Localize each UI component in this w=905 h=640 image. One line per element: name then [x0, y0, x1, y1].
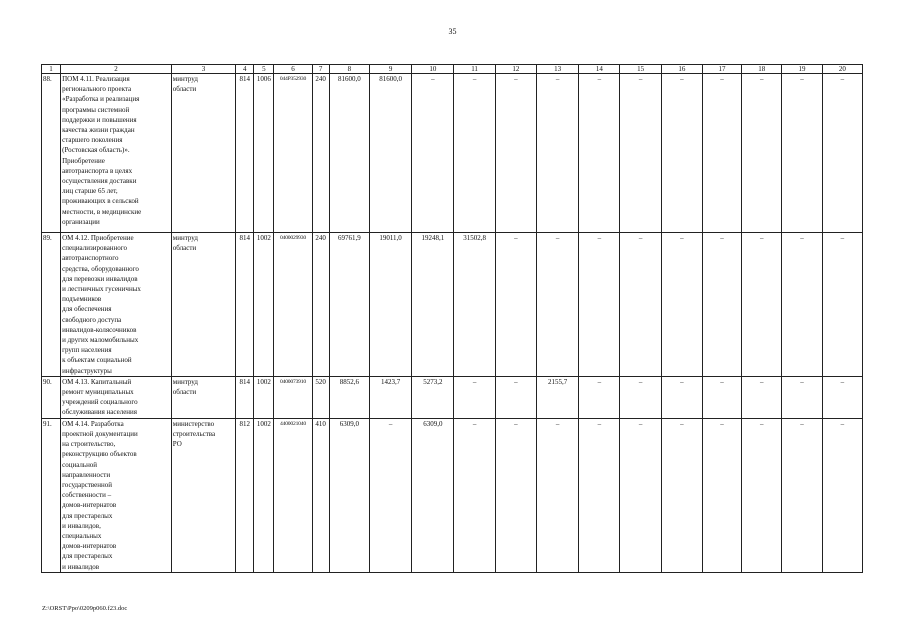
- year-amount: –: [661, 233, 702, 377]
- header-cell: 7: [312, 65, 329, 74]
- year-amount: –: [454, 376, 495, 418]
- year-amount: –: [495, 376, 536, 418]
- year-amount: 5273,2: [412, 376, 454, 418]
- executor: минтруд области: [171, 376, 235, 418]
- year-amount: –: [495, 74, 536, 233]
- year-amount: –: [742, 74, 782, 233]
- year-amount: –: [742, 376, 782, 418]
- total-amount: 8852,6: [329, 376, 369, 418]
- header-cell: 16: [661, 65, 702, 74]
- total-amount: 6309,0: [329, 418, 369, 572]
- executor: минтруд области: [171, 74, 235, 233]
- grbs-code: 814: [236, 74, 254, 233]
- year-amount: 81600,0: [369, 74, 411, 233]
- year-amount: –: [579, 233, 620, 377]
- table-row: [42, 74, 863, 233]
- table-row: [42, 418, 863, 572]
- year-amount: –: [782, 233, 822, 377]
- row-number: 89.: [42, 233, 61, 377]
- total-amount: 81600,0: [329, 74, 369, 233]
- year-amount: –: [620, 74, 661, 233]
- year-amount: –: [742, 418, 782, 572]
- year-amount: –: [495, 418, 536, 572]
- section-code: 1002: [254, 233, 274, 377]
- target-code: 044P352930: [274, 74, 312, 233]
- header-cell: 8: [329, 65, 369, 74]
- year-amount: –: [661, 418, 702, 572]
- year-amount: –: [412, 74, 454, 233]
- grbs-code: 814: [236, 233, 254, 377]
- year-amount: 31502,8: [454, 233, 495, 377]
- budget-table: [41, 64, 863, 573]
- header-cell: 4: [236, 65, 254, 74]
- section-code: 1002: [254, 376, 274, 418]
- year-amount: –: [620, 233, 661, 377]
- row-number: 90.: [42, 376, 61, 418]
- section-code: 1002: [254, 418, 274, 572]
- year-amount: –: [822, 233, 862, 377]
- year-amount: 19011,0: [369, 233, 411, 377]
- target-code: 0400029930: [274, 233, 312, 377]
- year-amount: –: [661, 376, 702, 418]
- year-amount: –: [782, 376, 822, 418]
- table-row: [42, 233, 863, 377]
- executor: минтруд области: [171, 233, 235, 377]
- year-amount: –: [579, 418, 620, 572]
- target-code: 4400021040: [274, 418, 312, 572]
- year-amount: –: [702, 74, 741, 233]
- year-amount: –: [495, 233, 536, 377]
- year-amount: 2155,7: [536, 376, 578, 418]
- year-amount: 19248,1: [412, 233, 454, 377]
- expense-type: 240: [312, 74, 329, 233]
- executor: министерство строительства РО: [171, 418, 235, 572]
- year-amount: –: [822, 376, 862, 418]
- year-amount: –: [822, 418, 862, 572]
- year-amount: 1423,7: [369, 376, 411, 418]
- header-cell: 1: [42, 65, 61, 74]
- header-cell: 5: [254, 65, 274, 74]
- year-amount: –: [702, 418, 741, 572]
- year-amount: 6309,0: [412, 418, 454, 572]
- expense-type: 240: [312, 233, 329, 377]
- year-amount: –: [782, 418, 822, 572]
- year-amount: –: [742, 233, 782, 377]
- header-cell: 9: [369, 65, 411, 74]
- header-cell: 13: [536, 65, 578, 74]
- table-row: [42, 376, 863, 418]
- header-cell: 10: [412, 65, 454, 74]
- year-amount: –: [536, 418, 578, 572]
- header-cell: 20: [822, 65, 862, 74]
- header-cell: 15: [620, 65, 661, 74]
- header-cell: 2: [61, 65, 172, 74]
- year-amount: –: [822, 74, 862, 233]
- row-number: 91.: [42, 418, 61, 572]
- header-cell: 12: [495, 65, 536, 74]
- measure-name: ОМ 4.12. Приобретение специализированного автотранспортного средства, оборудованного для перевозки инвалидов и лестничных гусеничных подъемников для обеспечения свободного доступа инвалидов-колясочников и других маломобильных групп населения к объектам социальной инфраструктуры: [61, 233, 172, 377]
- year-amount: –: [454, 418, 495, 572]
- header-cell: 6: [274, 65, 312, 74]
- year-amount: –: [536, 233, 578, 377]
- header-row: [42, 65, 863, 74]
- measure-name: ПОМ 4.11. Реализация регионального проекта «Разработка и реализация программы системной поддержки и повышения качества жизни граждан старшего поколения (Ростовская область)». Приобретение автотранспорта в целях осуществления доставки лиц старше 65 лет, проживающих в сельской местности, в медицинские организации: [61, 74, 172, 233]
- grbs-code: 814: [236, 376, 254, 418]
- year-amount: –: [702, 233, 741, 377]
- measure-name: ОМ 4.13. Капитальный ремонт муниципальных учреждений социального обслуживания населения: [61, 376, 172, 418]
- header-cell: 3: [171, 65, 235, 74]
- header-cell: 19: [782, 65, 822, 74]
- year-amount: –: [620, 418, 661, 572]
- year-amount: –: [579, 74, 620, 233]
- year-amount: –: [536, 74, 578, 233]
- header-cell: 17: [702, 65, 741, 74]
- year-amount: –: [579, 376, 620, 418]
- header-cell: 11: [454, 65, 495, 74]
- page-number: 35: [448, 27, 457, 36]
- year-amount: –: [782, 74, 822, 233]
- target-code: 0400073910: [274, 376, 312, 418]
- expense-type: 520: [312, 376, 329, 418]
- file-path-footer: Z:\ORST\Ppo\0209p060.f23.doc: [42, 605, 128, 612]
- expense-type: 410: [312, 418, 329, 572]
- row-number: 88.: [42, 74, 61, 233]
- year-amount: –: [454, 74, 495, 233]
- year-amount: –: [369, 418, 411, 572]
- year-amount: –: [620, 376, 661, 418]
- section-code: 1006: [254, 74, 274, 233]
- header-cell: 14: [579, 65, 620, 74]
- total-amount: 69761,9: [329, 233, 369, 377]
- year-amount: –: [661, 74, 702, 233]
- grbs-code: 812: [236, 418, 254, 572]
- year-amount: –: [702, 376, 741, 418]
- measure-name: ОМ 4.14. Разработка проектной документации на строительство, реконструкцию объектов социальной направленности государственной собственности – домов-интернатов для престарелых и инвалидов, специальных домов-интернатов для престарелых и инвалидов: [61, 418, 172, 572]
- header-cell: 18: [742, 65, 782, 74]
